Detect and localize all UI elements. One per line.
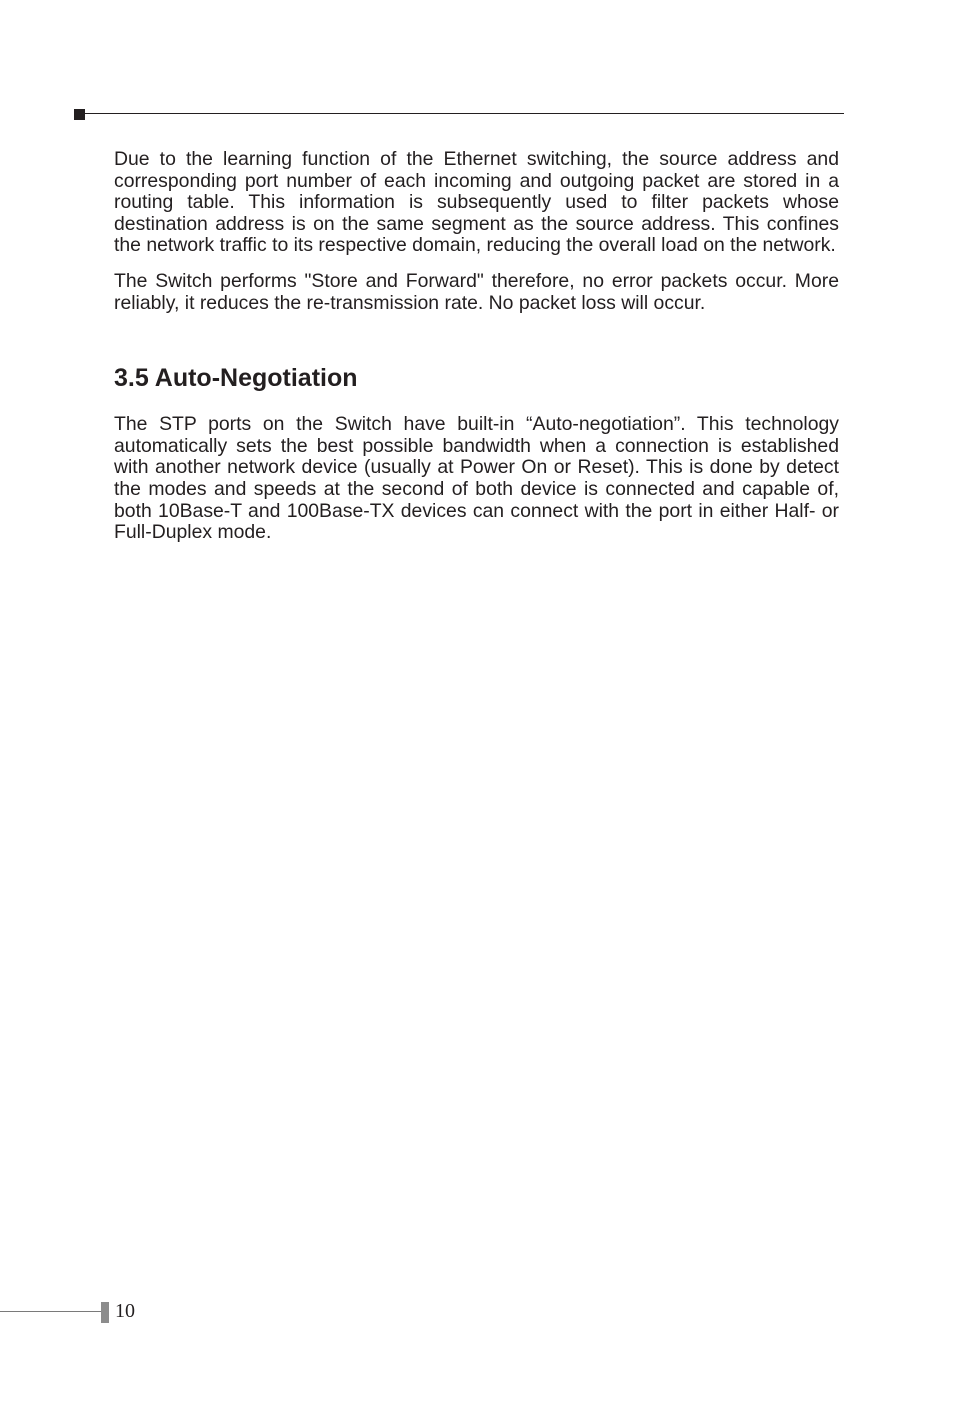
section-paragraph-auto-negotiation: The STP ports on the Switch have built-in “Auto-negotiation”. This technology automatically sets the best possible bandwidth when a connection is established with another network device (usually at Power On or Reset). This is done by detect the modes and speeds at the second of both device is connected and capable of, both 10Base-T and 100Base-TX devices can connect with the port in either Half- or Full-Duplex mode. (114, 413, 839, 544)
header-line (85, 113, 844, 114)
header-rule (74, 108, 844, 120)
section-title: 3.5 Auto-Negotiation (114, 364, 358, 393)
body-paragraph-store-and-forward: The Switch performs "Store and Forward" therefore, no error packets occur. More reliably, it reduces the re-transmission rate. No packet loss will occur. (114, 269, 839, 314)
page-content (114, 149, 839, 558)
footer-bar-marker (101, 1302, 109, 1323)
page-footer (0, 1300, 160, 1324)
page-number: 10 (115, 1300, 135, 1322)
footer-line (0, 1311, 101, 1312)
header-square-marker (74, 109, 85, 120)
body-paragraph-learning-function: Due to the learning function of the Ethernet switching, the source address and corresponding port number of each incoming and outgoing packet are stored in a routing table. This information is subsequently used to filter packets whose destination address is on the same segment as the source address. This confines the network traffic to its respective domain, reducing the overall load on the network. (114, 148, 839, 257)
